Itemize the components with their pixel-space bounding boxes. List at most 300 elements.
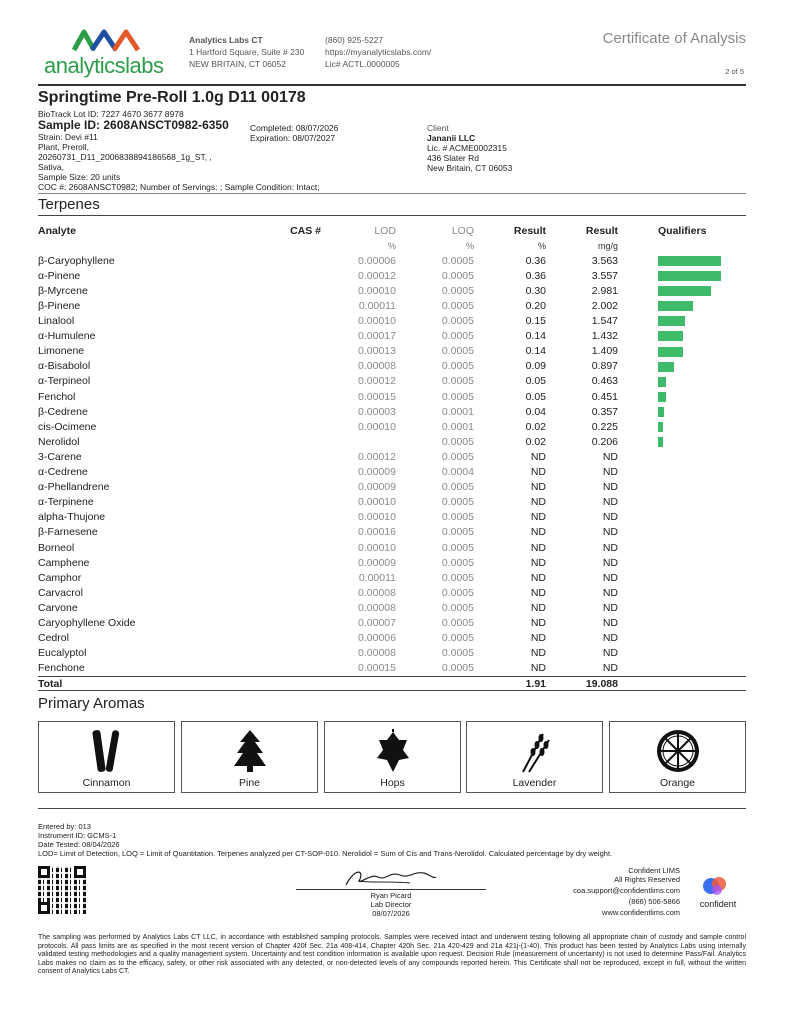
- result-mg-cell: 1.547: [591, 315, 618, 328]
- loq-cell: 0.0005: [441, 481, 474, 494]
- aromas-title: Primary Aromas: [38, 695, 145, 712]
- loq-cell: 0.0001: [441, 420, 474, 433]
- lod-cell: 0.00012: [358, 450, 396, 463]
- lod-cell: 0.00008: [358, 647, 396, 660]
- cas-cell: [283, 359, 321, 374]
- batch-id: 20260731_D11_2006838894186568_1g_ST, ,: [38, 152, 212, 162]
- qualifier-cell: [618, 419, 746, 434]
- expiration-date: Expiration: 08/07/2027: [250, 133, 336, 143]
- loq-cell: 0.0005: [441, 315, 474, 328]
- analyte-cell: Caryophyllene Oxide: [38, 616, 136, 629]
- analyte-cell: α-Humulene: [38, 330, 96, 343]
- lod-cell: 0.00012: [358, 269, 396, 282]
- lab-address1: 1 Hartford Square, Suite # 230: [189, 47, 305, 57]
- signer-name: Ryan Picard: [370, 891, 412, 900]
- result-pct-cell: 0.02: [525, 420, 546, 433]
- analyte-cell: Limonene: [38, 345, 85, 358]
- result-pct-cell: ND: [530, 496, 546, 509]
- lod-cell: 0.00010: [358, 511, 396, 524]
- loq-cell: 0.0005: [441, 632, 474, 645]
- analyte-cell: alpha-Thujone: [38, 511, 106, 524]
- lod-cell: 0.00006: [358, 632, 396, 645]
- terpene-bar: [658, 437, 663, 447]
- analyte-cell: Fenchone: [38, 662, 85, 675]
- terpene-bar: [658, 331, 683, 341]
- table-row: [38, 480, 746, 495]
- lod-cell: 0.00015: [358, 390, 396, 403]
- cas-cell: [283, 646, 321, 661]
- completed-date: Completed: 08/07/2026: [250, 123, 339, 133]
- loq-cell: 0.0005: [441, 541, 474, 554]
- qualifier-cell: [618, 585, 746, 600]
- qualifier-cell: [618, 359, 746, 374]
- total-mg: 19.088: [585, 678, 618, 691]
- analyte-cell: α-Pinene: [38, 269, 81, 282]
- date-tested: Date Tested: 08/04/2026: [38, 840, 120, 849]
- result-pct-cell: 0.14: [525, 330, 546, 343]
- table-row: [38, 510, 746, 525]
- lod-cell: 0.00009: [358, 481, 396, 494]
- terpenes-title: Terpenes: [38, 196, 100, 213]
- table-row: [38, 298, 746, 313]
- lod-cell: 0.00016: [358, 526, 396, 539]
- table-row: [38, 314, 746, 329]
- analyte-cell: Fenchol: [38, 390, 76, 403]
- client-address1: 436 Slater Rd: [427, 153, 479, 163]
- table-row: [38, 555, 746, 570]
- disclaimer: The sampling was performed by Analytics Labs CT LLC, in accordance with established sampling protocols. Samples were received intact and underwent testing following all appropriate chain of custody and sample control protocols. All pass limits are as specified in the most recent version of Chapter 420f Sec. 21a 408-414, Chapter 420h Sec. 21a 420-429 and 21a 421j-(1-40). This product has been tested by Analytics Labs using internally validated testing methodologies and a quality management system. Uncertainty and test condition information is available upon request. Decision Rule (measurement of uncertainty) is not used to determine Pass/Fail. Analytics Labs makes no claim as to the efficacy, safety, or other risk associated with any detected, or non-detected levels of any compounds reported herein. This Certificate shall not be reproduced, except in full, without the written consent of Analytics Labs CT.: [38, 934, 746, 976]
- lod-cell: 0.00010: [358, 420, 396, 433]
- lod-cell: 0.00010: [358, 496, 396, 509]
- qualifier-cell: [618, 374, 746, 389]
- col-result-mg: Result: [585, 224, 618, 237]
- result-mg-cell: ND: [602, 541, 618, 554]
- page-number: 2 of 5: [725, 67, 744, 76]
- result-pct-cell: ND: [530, 450, 546, 463]
- cas-cell: [283, 374, 321, 389]
- cas-cell: [283, 314, 321, 329]
- analyte-cell: β-Pinene: [38, 300, 81, 313]
- terpene-bar: [658, 316, 685, 326]
- result-mg-cell: 2.002: [591, 300, 618, 313]
- loq-cell: 0.0005: [441, 300, 474, 313]
- terpene-bar: [658, 286, 711, 296]
- lims-rights: All Rights Reserved: [614, 875, 680, 884]
- doc-title: Certificate of Analysis: [602, 30, 746, 47]
- pine-tree-icon: [230, 728, 270, 774]
- table-row: [38, 495, 746, 510]
- analyte-cell: Carvone: [38, 601, 78, 614]
- result-mg-cell: 0.206: [591, 435, 618, 448]
- result-mg-cell: 1.432: [591, 330, 618, 343]
- result-pct-cell: ND: [530, 481, 546, 494]
- result-pct-cell: 0.36: [525, 254, 546, 267]
- result-pct-cell: ND: [530, 601, 546, 614]
- result-mg-cell: ND: [602, 511, 618, 524]
- loq-cell: 0.0005: [441, 647, 474, 660]
- table-row: [38, 404, 746, 419]
- qualifier-cell: [618, 465, 746, 480]
- lod-cell: 0.00015: [358, 662, 396, 675]
- analyte-cell: α-Terpinene: [38, 496, 94, 509]
- qualifier-cell: [618, 449, 746, 464]
- result-mg-cell: ND: [602, 632, 618, 645]
- qualifier-cell: [618, 646, 746, 661]
- table-row: [38, 253, 746, 268]
- terpenes-table: [38, 223, 746, 692]
- unit-loq: %: [465, 240, 474, 251]
- loq-cell: 0.0005: [441, 360, 474, 373]
- result-mg-cell: ND: [602, 466, 618, 479]
- table-row: [38, 661, 746, 677]
- table-row: [38, 585, 746, 600]
- terpene-bar: [658, 256, 721, 266]
- lod-cell: 0.00008: [358, 360, 396, 373]
- analyte-cell: β-Farnesene: [38, 526, 98, 539]
- table-row: [38, 329, 746, 344]
- cas-cell: [283, 555, 321, 570]
- table-row: [38, 344, 746, 359]
- table-row: [38, 615, 746, 630]
- cinnamon-icon: [87, 728, 127, 774]
- loq-cell: 0.0005: [441, 330, 474, 343]
- table-row: [38, 600, 746, 615]
- analyte-cell: 3-Carene: [38, 450, 82, 463]
- strain: Strain: Devi #11: [38, 132, 98, 142]
- aroma-label: Lavender: [512, 777, 557, 789]
- loq-cell: 0.0005: [441, 556, 474, 569]
- lod-cell: 0.00010: [358, 315, 396, 328]
- result-mg-cell: ND: [602, 481, 618, 494]
- loq-cell: 0.0005: [441, 254, 474, 267]
- cas-cell: [283, 585, 321, 600]
- aroma-label: Pine: [238, 777, 260, 789]
- analyte-cell: Eucalyptol: [38, 647, 87, 660]
- analyte-cell: Camphor: [38, 571, 82, 584]
- cas-cell: [283, 480, 321, 495]
- qualifier-cell: [618, 480, 746, 495]
- loq-cell: 0.0005: [441, 496, 474, 509]
- lab-phone: (860) 925-5227: [325, 35, 384, 45]
- analyte-cell: Borneol: [38, 541, 75, 554]
- result-pct-cell: ND: [530, 662, 546, 675]
- table-row: [38, 631, 746, 646]
- analyte-cell: β-Cedrene: [38, 405, 88, 418]
- terpene-bar: [658, 271, 721, 281]
- qualifier-cell: [618, 283, 746, 298]
- analyte-cell: α-Phellandrene: [38, 481, 110, 494]
- loq-cell: 0.0001: [441, 405, 474, 418]
- cas-cell: [283, 465, 321, 480]
- product-title: Springtime Pre-Roll 1.0g D11 00178: [38, 89, 306, 106]
- lavender-icon: [515, 728, 555, 774]
- table-row: [38, 540, 746, 555]
- table-row: [38, 449, 746, 464]
- loq-cell: 0.0005: [441, 284, 474, 297]
- sample-id: Sample ID: 2608ANSCT0982-6350: [38, 118, 229, 132]
- confident-logo: [690, 874, 746, 912]
- lod-cell: 0.00009: [358, 556, 396, 569]
- result-pct-cell: 0.04: [525, 405, 546, 418]
- table-row: [38, 389, 746, 404]
- cas-cell: [283, 329, 321, 344]
- qualifier-cell: [618, 314, 746, 329]
- analyte-cell: Cedrol: [38, 632, 69, 645]
- total-label: Total: [38, 678, 63, 691]
- qualifier-cell: [618, 570, 746, 585]
- analyte-cell: β-Myrcene: [38, 284, 88, 297]
- result-mg-cell: ND: [602, 662, 618, 675]
- cas-cell: [283, 283, 321, 298]
- lod-cell: 0.00011: [358, 571, 396, 584]
- result-mg-cell: ND: [602, 556, 618, 569]
- lims-phone: (866) 506-5866: [628, 897, 680, 906]
- result-mg-cell: ND: [602, 647, 618, 660]
- qualifier-cell: [618, 389, 746, 404]
- table-row: [38, 419, 746, 434]
- category: Sativa,: [38, 162, 64, 172]
- cas-cell: [283, 404, 321, 419]
- analyte-cell: α-Bisabolol: [38, 360, 91, 373]
- unit-result-mg: mg/g: [597, 240, 618, 251]
- aroma-cinnamon: [38, 721, 175, 793]
- cas-cell: [283, 631, 321, 646]
- result-pct-cell: ND: [530, 466, 546, 479]
- loq-cell: 0.0004: [441, 466, 474, 479]
- col-loq: LOQ: [451, 224, 474, 237]
- result-pct-cell: 0.20: [525, 300, 546, 313]
- loq-cell: 0.0005: [441, 450, 474, 463]
- qualifier-cell: [618, 510, 746, 525]
- cas-cell: [283, 661, 321, 677]
- result-mg-cell: 0.225: [591, 420, 618, 433]
- lims-name: Confident LIMS: [628, 866, 680, 875]
- cas-cell: [283, 344, 321, 359]
- aroma-lavender: [466, 721, 603, 793]
- qualifier-cell: [618, 344, 746, 359]
- result-pct-cell: ND: [530, 616, 546, 629]
- result-mg-cell: 0.463: [591, 375, 618, 388]
- terpene-bar: [658, 347, 683, 357]
- total-pct: 1.91: [525, 678, 546, 691]
- cas-cell: [283, 600, 321, 615]
- loq-cell: 0.0005: [441, 375, 474, 388]
- terpene-bar: [658, 362, 674, 372]
- result-mg-cell: 0.451: [591, 390, 618, 403]
- aroma-label: Cinnamon: [82, 777, 131, 789]
- lod-cell: 0.00010: [358, 284, 396, 297]
- instrument-id: Instrument ID: GCMS-1: [38, 831, 117, 840]
- aroma-orange: [609, 721, 746, 793]
- table-row: [38, 268, 746, 283]
- confident-logo-icon: [702, 874, 728, 898]
- loq-cell: 0.0005: [441, 511, 474, 524]
- result-mg-cell: ND: [602, 586, 618, 599]
- hops-icon: [373, 728, 413, 774]
- lod-cell: 0.00008: [358, 601, 396, 614]
- lod-cell: 0.00012: [358, 375, 396, 388]
- result-mg-cell: 3.557: [591, 269, 618, 282]
- lod-cell: 0.00017: [358, 330, 396, 343]
- aroma-pine: [181, 721, 318, 793]
- cas-cell: [283, 419, 321, 434]
- lab-name: Analytics Labs CT: [189, 35, 263, 45]
- col-result-pct: Result: [513, 224, 546, 237]
- analyte-cell: Carvacrol: [38, 586, 83, 599]
- analyte-cell: Nerolidol: [38, 435, 80, 448]
- qualifier-cell: [618, 268, 746, 283]
- cas-cell: [283, 570, 321, 585]
- table-row: [38, 465, 746, 480]
- qualifier-cell: [618, 329, 746, 344]
- confident-wordmark: confident: [699, 899, 737, 909]
- result-pct-cell: ND: [530, 647, 546, 660]
- cas-cell: [283, 389, 321, 404]
- cas-cell: [283, 298, 321, 313]
- loq-cell: 0.0005: [441, 662, 474, 675]
- qualifier-cell: [618, 434, 746, 449]
- logo-mountain-icon: [72, 28, 152, 52]
- qualifier-cell: [618, 631, 746, 646]
- col-qualifiers: Qualifiers: [658, 224, 707, 237]
- cas-cell: [283, 449, 321, 464]
- qualifier-cell: [618, 615, 746, 630]
- signer-title: Lab Director: [370, 900, 412, 909]
- analyte-cell: Camphene: [38, 556, 90, 569]
- client-license: Lic. # ACME0002315: [427, 143, 507, 153]
- result-pct-cell: 0.05: [525, 390, 546, 403]
- table-row: [38, 374, 746, 389]
- table-row: [38, 283, 746, 298]
- aroma-label: Hops: [380, 777, 405, 789]
- signed-date: 08/07/2026: [372, 909, 410, 918]
- qr-code[interactable]: [38, 866, 86, 914]
- result-pct-cell: ND: [530, 511, 546, 524]
- result-mg-cell: ND: [602, 450, 618, 463]
- aroma-label: Orange: [659, 777, 696, 789]
- lod-cell: [321, 434, 396, 449]
- table-row: [38, 525, 746, 540]
- result-mg-cell: 3.563: [591, 254, 618, 267]
- table-row: [38, 434, 746, 449]
- lab-logo: [44, 28, 174, 80]
- loq-cell: 0.0005: [441, 269, 474, 282]
- result-mg-cell: 2.981: [591, 284, 618, 297]
- col-lod: LOD: [374, 224, 396, 237]
- result-mg-cell: ND: [602, 571, 618, 584]
- lims-email[interactable]: coa.support@confidentlims.com: [573, 886, 680, 895]
- analyte-cell: Linalool: [38, 315, 75, 328]
- loq-cell: 0.0005: [441, 390, 474, 403]
- result-pct-cell: 0.05: [525, 375, 546, 388]
- qualifier-cell: [618, 555, 746, 570]
- client-address2: New Britain, CT 06053: [427, 163, 513, 173]
- loq-cell: 0.0005: [441, 526, 474, 539]
- analyte-cell: β-Caryophyllene: [38, 254, 115, 267]
- lod-cell: 0.00006: [358, 254, 396, 267]
- result-pct-cell: ND: [530, 632, 546, 645]
- lod-cell: 0.00007: [358, 616, 396, 629]
- sample-type: Plant, Preroll,: [38, 142, 90, 152]
- qualifier-cell: [618, 253, 746, 268]
- coc-info: COC #: 2608ANSCT0982; Number of Servings: ; Sample Condition: Intact;: [38, 182, 320, 192]
- terpene-bar: [658, 407, 664, 417]
- result-mg-cell: ND: [602, 526, 618, 539]
- lab-website[interactable]: https://myanalyticslabs.com/: [325, 47, 432, 57]
- result-mg-cell: 0.357: [591, 405, 618, 418]
- result-pct-cell: 0.36: [525, 269, 546, 282]
- result-mg-cell: ND: [602, 496, 618, 509]
- qualifier-cell: [618, 525, 746, 540]
- table-row: [38, 570, 746, 585]
- sample-size: Sample Size: 20 units: [38, 172, 121, 182]
- result-pct-cell: 0.15: [525, 315, 546, 328]
- aroma-hops: [324, 721, 461, 793]
- lims-website[interactable]: www.confidentlims.com: [602, 908, 680, 917]
- result-mg-cell: 1.409: [591, 345, 618, 358]
- terpene-bar: [658, 422, 663, 432]
- result-pct-cell: ND: [530, 571, 546, 584]
- cas-cell: [283, 525, 321, 540]
- loq-cell: 0.0005: [441, 586, 474, 599]
- cas-cell: [283, 510, 321, 525]
- entered-by: Entered by: 013: [38, 822, 91, 831]
- col-cas: CAS #: [290, 224, 321, 237]
- table-row: [38, 359, 746, 374]
- analyte-cell: α-Cedrene: [38, 466, 88, 479]
- lab-address2: NEW BRITAIN, CT 06052: [189, 59, 286, 69]
- result-pct-cell: ND: [530, 586, 546, 599]
- biotrack-id: BioTrack Lot ID: 7227 4670 3677 8978: [38, 109, 184, 119]
- qualifier-cell: [618, 540, 746, 555]
- terpene-bar: [658, 301, 693, 311]
- loq-cell: 0.0005: [441, 601, 474, 614]
- client-label: Client: [427, 123, 449, 133]
- result-pct-cell: ND: [530, 541, 546, 554]
- result-pct-cell: 0.14: [525, 345, 546, 358]
- orange-slice-icon: [655, 728, 701, 774]
- terpene-bar: [658, 392, 666, 402]
- lod-cell: 0.00003: [358, 405, 396, 418]
- result-pct-cell: ND: [530, 556, 546, 569]
- cas-cell: [283, 268, 321, 283]
- result-mg-cell: ND: [602, 601, 618, 614]
- method-notes: LOD= Limit of Detection, LOQ = Limit of Quantitation. Terpenes analyzed per CT-SOP-010. Nerolidol = Sum of Cis and Trans-Nerolidol. Calculated percentage by dry weight.: [38, 849, 613, 858]
- loq-cell: 0.0005: [441, 345, 474, 358]
- cas-cell: [283, 615, 321, 630]
- result-pct-cell: 0.09: [525, 360, 546, 373]
- unit-lod: %: [387, 240, 396, 251]
- lod-cell: 0.00013: [358, 345, 396, 358]
- result-pct-cell: 0.02: [525, 435, 546, 448]
- result-mg-cell: 0.897: [591, 360, 618, 373]
- lod-cell: 0.00008: [358, 586, 396, 599]
- loq-cell: 0.0005: [441, 571, 474, 584]
- qualifier-cell: [618, 495, 746, 510]
- result-mg-cell: ND: [602, 616, 618, 629]
- loq-cell: 0.0005: [441, 616, 474, 629]
- cas-cell: [283, 495, 321, 510]
- result-pct-cell: 0.30: [525, 284, 546, 297]
- lod-cell: 0.00011: [358, 300, 396, 313]
- client-name: Jananii LLC: [427, 133, 476, 143]
- qualifier-cell: [618, 298, 746, 313]
- cas-cell: [283, 434, 321, 449]
- cas-cell: [283, 253, 321, 268]
- qualifier-cell: [618, 661, 746, 677]
- terpene-bar: [658, 377, 666, 387]
- analyte-cell: α-Terpineol: [38, 375, 91, 388]
